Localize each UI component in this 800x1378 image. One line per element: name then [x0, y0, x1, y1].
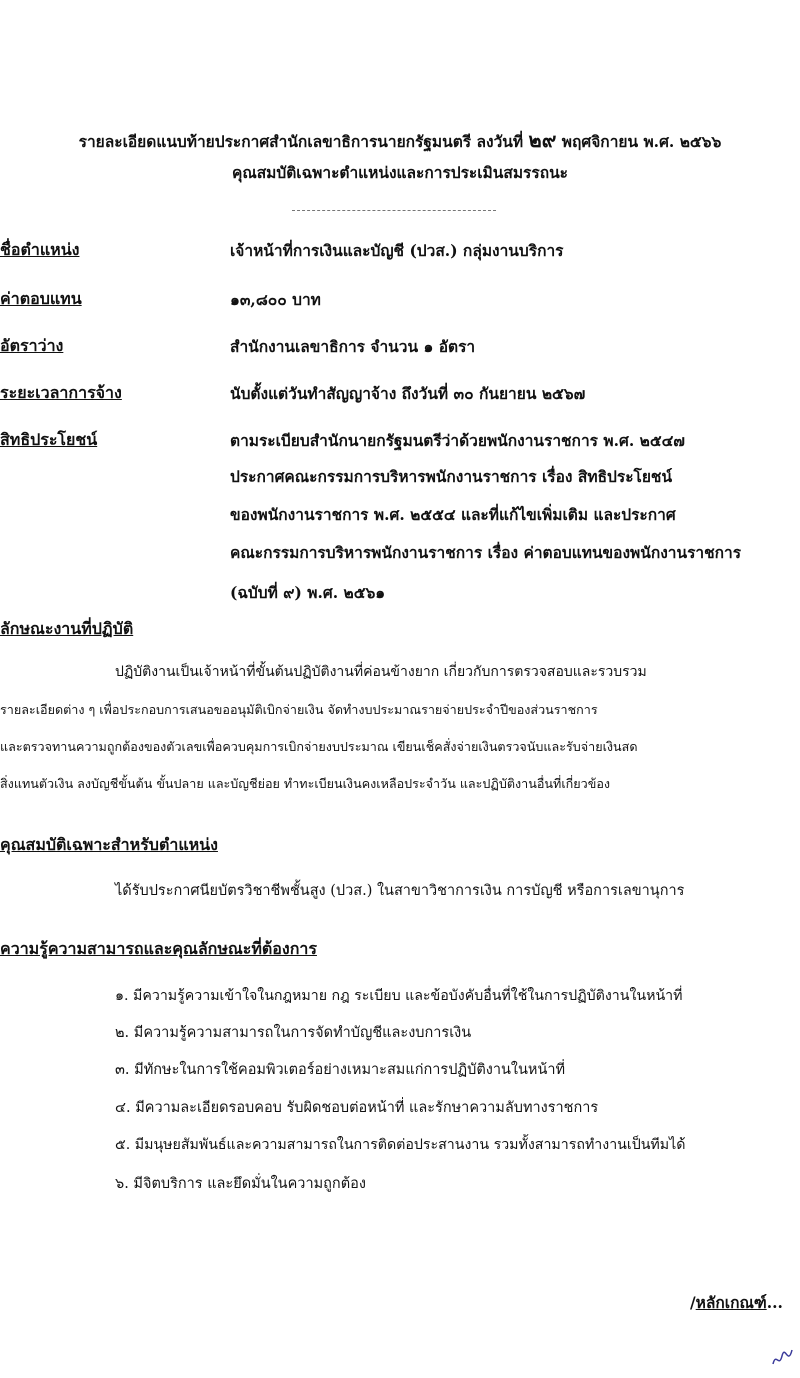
document-title — [0, 124, 800, 156]
employment-period-value: นับตั้งแต่วันทำสัญญาจ้าง ถึงวันที่ ๓๐ กันยายน ๒๕๖๗ — [230, 384, 586, 403]
continued-slash: / — [690, 1293, 696, 1312]
position-label: ชื่อตำแหน่ง — [0, 240, 80, 259]
continued-next-heading: หลักเกณฑ์ — [695, 1293, 767, 1312]
competency-item: ๓. มีทักษะในการใช้คอมพิวเตอร์อย่างเหมาะสมแก่การปฏิบัติงานในหน้าที่ — [115, 1062, 566, 1078]
duties-heading: ลักษณะงานที่ปฏิบัติ — [0, 619, 134, 638]
benefits-line: ของพนักงานราชการ พ.ศ. ๒๕๕๔ และที่แก้ไขเพิ่มเติม และประกาศ — [230, 505, 676, 524]
title-day: ๒๙ — [528, 128, 557, 152]
competency-item: ๑. มีความรู้ความเข้าใจในกฎหมาย กฎ ระเบียบ และข้อบังคับอื่นที่ใช้ในการปฏิบัติงานในหน้าที่ — [115, 988, 683, 1004]
duties-line: และตรวจทานความถูกต้องของตัวเลขเพื่อควบคุมการเบิกจ่ายงบประมาณ เขียนเช็คสั่งจ่ายเงินตรวจนับและรับจ่ายเงินสด — [0, 739, 638, 754]
employment-period-label: ระยะเวลาการจ้าง — [0, 383, 122, 402]
vacancy-value: สำนักงานเลขาธิการ จำนวน ๑ อัตรา — [230, 337, 476, 356]
benefits-line: ประกาศคณะกรรมการบริหารพนักงานราชการ เรื่อง สิทธิประโยชน์ — [230, 467, 673, 486]
continued-note — [690, 1290, 783, 1315]
duties-line: ปฏิบัติงานเป็นเจ้าหน้าที่ขั้นต้นปฏิบัติงานที่ค่อนข้างยาก เกี่ยวกับการตรวจสอบและรวบรวม — [115, 664, 647, 680]
continued-ellipsis: ... — [766, 1293, 783, 1312]
competency-heading: ความรู้ความสามารถและคุณลักษณะที่ต้องการ — [0, 939, 317, 958]
title-text-after: พฤศจิกายน พ.ศ. ๒๕๖๖ — [561, 132, 722, 151]
handwritten-initial — [770, 1342, 798, 1372]
position-value: เจ้าหน้าที่การเงินและบัญชี (ปวส.) กลุ่มงานบริการ — [230, 241, 564, 260]
benefits-label: สิทธิประโยชน์ — [0, 430, 98, 449]
competency-item: ๒. มีความรู้ความสามารถในการจัดทำบัญชีและงบการเงิน — [115, 1025, 472, 1041]
competency-item: ๖. มีจิตบริการ และยึดมั่นในความถูกต้อง — [115, 1176, 366, 1192]
benefits-line: (ฉบับที่ ๙) พ.ศ. ๒๕๖๑ — [230, 583, 386, 602]
title-text-before: รายละเอียดแนบท้ายประกาศสำนักเลขาธิการนายกรัฐมนตรี ลงวันที่ — [78, 132, 524, 151]
salary-value: ๑๓,๘๐๐ บาท — [230, 290, 321, 309]
qualification-heading: คุณสมบัติเฉพาะสำหรับตำแหน่ง — [0, 835, 218, 854]
salary-label: ค่าตอบแทน — [0, 289, 82, 308]
document-subtitle: คุณสมบัติเฉพาะตำแหน่งและการประเมินสมรรถนะ — [231, 163, 569, 182]
benefits-line: ตามระเบียบสำนักนายกรัฐมนตรีว่าด้วยพนักงานราชการ พ.ศ. ๒๕๔๗ — [230, 431, 685, 450]
duties-line: สิ่งแทนตัวเงิน ลงบัญชีขั้นต้น ขั้นปลาย และบัญชีย่อย ทำทะเบียนเงินคงเหลือประจำวัน และปฏิบัติงานอื่นที่เกี่ยวข้อง — [0, 776, 611, 791]
title-divider — [292, 210, 496, 211]
competency-item: ๕. มีมนุษยสัมพันธ์และความสามารถในการติดต่อประสานงาน รวมทั้งสามารถทำงานเป็นทีมได้ — [115, 1137, 686, 1153]
competency-item: ๔. มีความละเอียดรอบคอบ รับผิดชอบต่อหน้าที่ และรักษาความลับทางราชการ — [115, 1100, 599, 1116]
vacancy-label: อัตราว่าง — [0, 336, 64, 355]
benefits-line: คณะกรรมการบริหารพนักงานราชการ เรื่อง ค่าตอบแทนของพนักงานราชการ — [230, 543, 742, 562]
duties-line: รายละเอียดต่าง ๆ เพื่อประกอบการเสนอขออนุมัติเบิกจ่ายเงิน จัดทำงบประมาณรายจ่ายประจำปีของส่วนราชการ — [0, 702, 598, 717]
qualification-text: ได้รับประกาศนียบัตรวิชาชีพชั้นสูง (ปวส.) ในสาขาวิชาการเงิน การบัญชี หรือการเลขานุการ — [115, 883, 685, 899]
